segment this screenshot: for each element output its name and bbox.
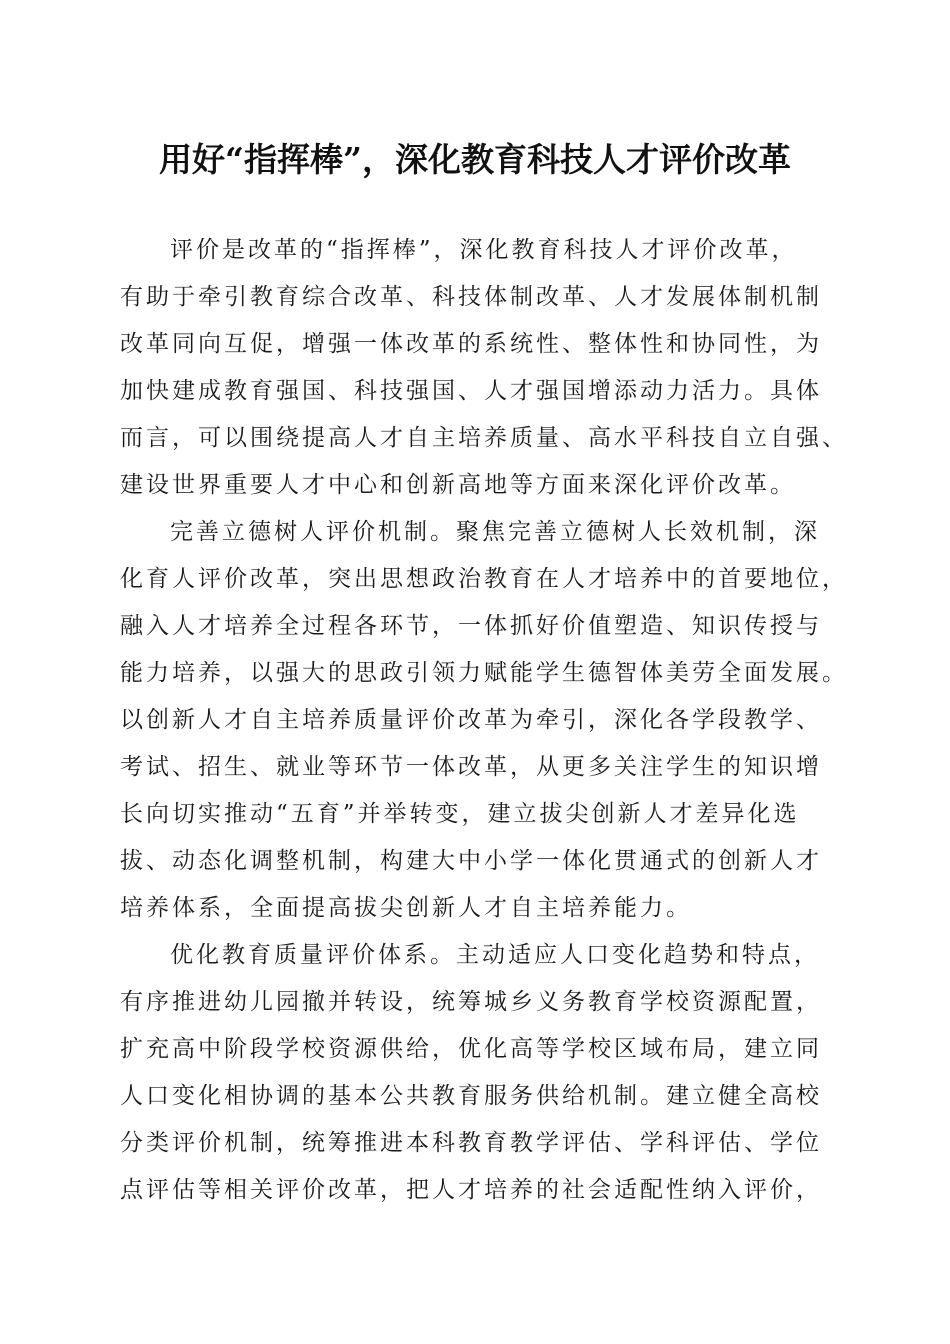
paragraph-2-line-7: 长向切实推动“五育”并举转变，建立拔尖创新人才差异化选: [120, 801, 800, 827]
paragraph-2-line-2: 化育人评价改革，突出思想政治教育在人才培养中的首要地位，: [120, 566, 848, 592]
paragraph-1-line-1: 评价是改革的“指挥棒”，深化教育科技人才评价改革，: [170, 237, 798, 263]
paragraph-3-line-4: 人口变化相协调的基本公共教育服务供给机制。建立健全高校: [120, 1083, 822, 1109]
document-title: 用好“指挥棒”，深化教育科技人才评价改革: [159, 140, 791, 179]
paragraph-1-line-6: 建设世界重要人才中心和创新高地等方面来深化评价改革。: [120, 472, 796, 498]
paragraph-1-line-3: 改革同向互促，增强一体改革的系统性、整体性和协同性，为: [120, 331, 822, 357]
paragraph-3-line-1: 优化教育质量评价体系。主动适应人口变化趋势和特点，: [170, 942, 820, 968]
paragraph-2-line-1: 完善立德树人评价机制。聚焦完善立德树人长效机制，深: [170, 519, 820, 545]
paragraph-3-line-5: 分类评价机制，统筹推进本科教育教学评估、学科评估、学位: [120, 1130, 822, 1156]
paragraph-2-line-6: 考试、招生、就业等环节一体改革，从更多关注学生的知识增: [120, 754, 822, 780]
paragraph-1-line-2: 有助于牵引教育综合改革、科技体制改革、人才发展体制机制: [120, 284, 822, 310]
paragraph-2-line-5: 以创新人才自主培养质量评价改革为牵引，深化各学段教学、: [120, 707, 822, 733]
paragraph-2-line-8: 拔、动态化调整机制，构建大中小学一体化贯通式的创新人才: [120, 848, 822, 874]
paragraph-2-line-4: 能力培养，以强大的思政引领力赋能学生德智体美劳全面发展。: [120, 660, 848, 686]
paragraph-2-line-9: 培养体系，全面提高拔尖创新人才自主培养能力。: [120, 895, 692, 921]
paragraph-1-line-5: 而言，可以围绕提高人才自主培养质量、高水平科技自立自强、: [120, 425, 848, 451]
document-body: [120, 227, 848, 1214]
paragraph-2-line-3: 融入人才培养全过程各环节，一体抓好价值塑造、知识传授与: [120, 613, 822, 639]
paragraph-3-line-2: 有序推进幼儿园撤并转设，统筹城乡义务教育学校资源配置，: [120, 989, 822, 1015]
paragraph-3-line-6: 点评估等相关评价改革，把人才培养的社会适配性纳入评价，: [120, 1177, 822, 1203]
paragraph-1-line-4: 加快建成教育强国、科技强国、人才强国增添动力活力。具体: [120, 378, 822, 404]
paragraph-3-line-3: 扩充高中阶段学校资源供给，优化高等学校区域布局，建立同: [120, 1036, 822, 1062]
